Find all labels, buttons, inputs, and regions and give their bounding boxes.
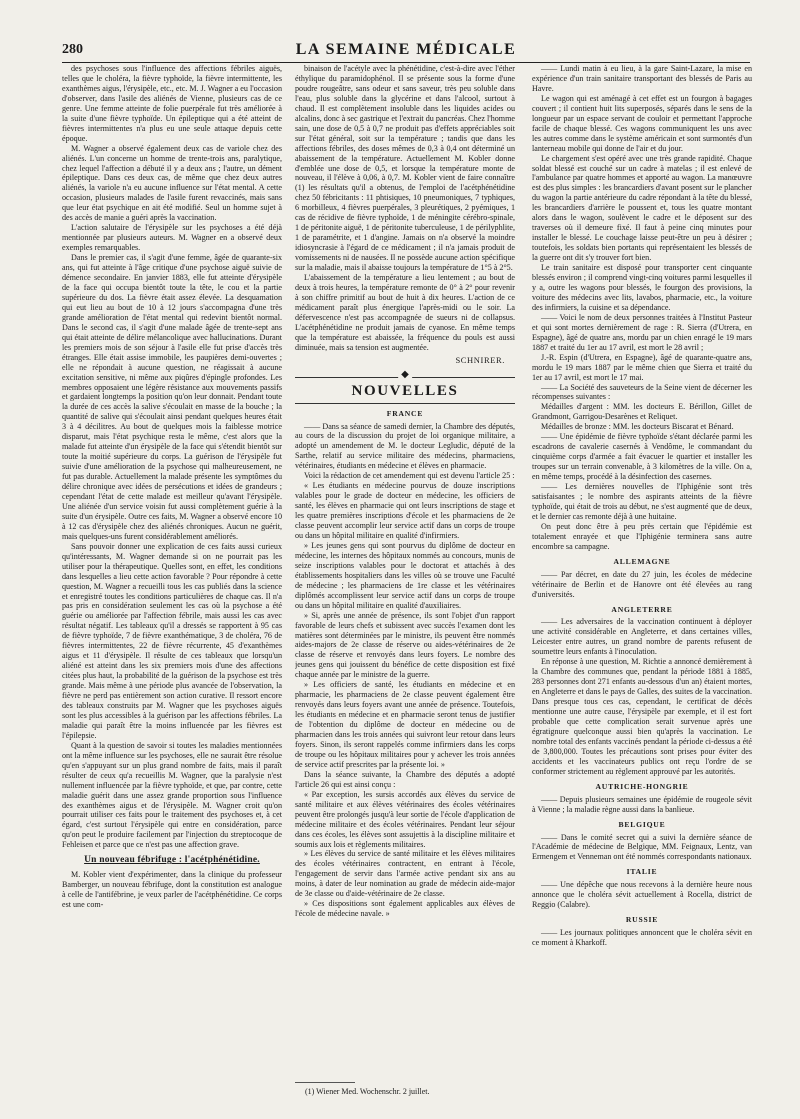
article-subheading [62,856,282,866]
paragraph: —— Les adversaires de la vaccination continuent à déployer une activité considérable en Angleterre, et dans certaines villes, Leicester entre autres, un grand nombre de parents refusent de soumettre leurs enfants à l'inoculation. [532,617,752,657]
column-middle [295,64,515,1104]
paragraph: On peut donc être à peu près certain que l'épidémie est totalement enrayée et que l'Iphigénie terminera sans autre encombre sa campagne. [532,521,752,551]
paragraph: —— Une épidémie de fièvre typhoïde s'étant déclarée parmi les escadrons de cavalerie casernés à Vendôme, le commandant du cinquième corps d'armée a fait évacuer le quartier et installer les troupes sur un terrain convenable, à 3 kilomètres de la ville. On a, en même temps, procédé à la désinfection des casernes. [532,432,752,482]
paragraph: M. Wagner a observé également deux cas de variole chez des aliénés. L'un concerne un homme de trente-trois ans, paralytique, chez lequel l'affection a débuté il y a deux ans ; l'autre, un dément épileptique. Dans ces deux cas, de même que chez deux autres aliénés, la variole n'a eu aucune influence sur l'état mental. A cette occasion, plusieurs malades de l'asile furent revaccinés, mais sans que leur état psychique en ait été modifié. Seul un homme sujet à des accès de manie a guéri après la vaccination. [62,143,282,223]
country-heading-belgique: BELGIQUE [618,819,666,829]
column-left [62,64,282,1104]
paragraph: » Les officiers de santé, les étudiants en médecine et en pharmacie, les pharmaciens de 2e classe peuvent également être renvoyés dans leurs foyers avant une année de présence. Toutefois, les étudiants en médecine et en pharmacie seront tenus de justifier de l'obtention du diplôme de docteur en médecine ou de pharmacien dans les trois années qui suivront leur retour dans leurs foyers. Sinon, ils seront rappelés comme infirmiers dans les corps de troupe ou les hôpitaux militaires pour y achever les trois années de service actif prescrites par la présente loi. » [295,680,515,769]
paragraph: « Les étudiants en médecine pourvus de douze inscriptions valables pour le grade de docteur en médecine, les officiers de santé, les élèves en pharmacie qui ont leurs inscriptions de stage et les quatre premières inscriptions d'école et les pharmaciens de 2e classe peuvent accomplir leur service actif dans un corps de troupe ou dans un hôpital militaire en qualité d'infirmiers. [295,481,515,540]
country-heading-autriche-hongrie: AUTRICHE-HONGRIE [595,781,689,791]
paragraph: L'action salutaire de l'érysipèle sur les psychoses a été déjà mentionnée par plusieurs auteurs. M. Wagner en a observé deux exemples remarquables. [62,223,282,253]
footnote-divider [295,1082,355,1083]
paragraph: —— Lundi matin à eu lieu, à la gare Saint-Lazare, la mise en expérience d'un train sanitaire transportant des blessés de Paris au Havre. [532,64,752,93]
paragraph: » Ces dispositions sont également applicables aux élèves de l'école de médecine navale. » [295,899,515,919]
country-heading-france: FRANCE [386,408,424,418]
paragraph: —— Depuis plusieurs semaines une épidémie de rougeole sévit à Vienne ; la maladie règne aussi dans la banlieue. [532,794,752,814]
paragraph: En réponse à une question, M. Richtie a annoncé dernièrement à la Chambre des communes que, pendant la période 1881 à 1885, 283 personnes dont 271 enfants au-dessous d'un an) étaient mortes, en Angleterre et dans le pays de Galles, des suites de la vaccination. Dans presque tous ces cas, cependant, le certificat de décès mentionne une autre cause, l'érysipèle par exemple, et il est fort probable que cette complication serait survenue après une égratignure quelconque aussi bien qu'après la vaccination. Le nombre total des enfants vaccinés pendant la période ci-dessus a été de 3,800,000. Toutes les précautions sont prises pour éviter des accidents et les vaccinateurs publics ont reçu l'ordre de se conformer strictement au règlement approuvé par les autorités. [532,657,752,776]
paragraph: Dans la séance suivante, la Chambre des députés a adopté l'article 26 qui est ainsi conçu : [295,769,515,789]
paragraph: Le wagon qui est aménagé à cet effet est un fourgon à bagages couvert ; il contient huit lits superposés, séparés dans le sens de la longueur par un espace servant de couloir et permettant l'approche facile de chaque blessé. Ces wagons communiquent les uns avec les autres comme dans le système américain et sont surmontés d'un lanterneau mobile qui donne de l'air et du jour. [532,93,752,153]
diamond-ornament-icon: ◆ [398,370,412,380]
paragraph: Le train sanitaire est disposé pour transporter cent cinquante blessés environ ; il comprend vingt-cinq voitures parmi lesquelles il y a, outre les wagons pour blessés, le fourgon des provisions, la voiture des médecins avec lits, lavabos, pharmacie, etc., la voiture des infirmiers, la cuisine et sa dépendance. [532,263,752,312]
ornamental-divider [295,368,515,381]
paragraph: L'abaissement de la température a lieu lentement ; au bout de deux à trois heures, la température remonte de 0° à 2° pour revenir à son chiffre primitif au bout de huit à dix heures. L'action de ce médicament paraît plus énergique l'après-midi ou le soir. La défervescence n'est pas accompagnée de sueurs ni de collapsus. L'acétphénétidine ne produit jamais de cyanose. En même temps que la température est abaissée, la fréquence du pouls est aussi diminuée, mais sa tension est augmentée. [295,273,515,352]
paragraph: Quant à la question de savoir si toutes les maladies mentionnées ont la même influence sur les psychoses, elle ne saurait être résolue qu'en s'appuyant sur un plus grand nombre de faits, mais il paraît résulter de ceux qu'a recueillis M. Wagner, que la paralysie n'est nullement influencée par la fièvre typhoïde, et que, par contre, cette maladie guérit dans une assez grande proportion sous l'influence des exanthèmes aigus et de l'érysipèle. M. Wagner croit qu'on pourrait utiliser ces faits pour le traitement des psychoses et, à cet égard, c'est surtout l'érysipèle qui entre en considération, parce qu'on peut le produire facilement par l'injection du streptocoque de Fehleisen et parce que ce n'est pas une affection grave. [62,740,282,850]
paragraph: M. Kobler vient d'expérimenter, dans la clinique du professeur Bamberger, un nouveau fébrifuge, dont la constitution est analogue à celle de l'antifébrine, je veux parler de l'acétphénétidine. Ce corps est une com- [62,870,282,910]
news-section-title: NOUVELLES [351,382,459,399]
section-divider [295,403,515,404]
paragraph: —— Voici le nom de deux personnes traitées à l'Institut Pasteur et qui sont mortes dernièrement de rage : R. Sierra (d'Utrera, en Espagne), âgé de quatre ans, mordu par un chien enragé le 19 mars 1887 et traité du 1er au 17 avril, est mort le 28 avril ; [532,312,752,352]
paragraph: —— Une dépêche que nous recevons à la dernière heure nous annonce que le choléra sévit actuellement à Rocella, district de Reggio (Calabre). [532,880,752,910]
country-heading-russie: RUSSIE [625,915,659,925]
paragraph: » Les jeunes gens qui sont pourvus du diplôme de docteur en médecine, les internes des hôpitaux nommés au concours, munis de seize inscriptions valables pour le doctorat et attachés à des établissements hospitaliers dans les villes où se trouve une Faculté de médecine ; les pharmaciens de 1re classe et les vétérinaires diplômés accomplissent leur service actif dans un corps de troupe ou dans un hôpital militaire en qualité d'auxiliaires. [295,540,515,610]
article-subheading-text: Un nouveau fébrifuge : l'acétphénétidine. [84,855,260,866]
paragraph: » Les élèves du service de santé militaire et les élèves militaires des écoles vétérinaires contractent, en entrant à l'école, l'engagement de servir dans l'armée active pendant six ans au moins, à dater de leur nomination au grade de médecin aide-major de 3e classe ou d'aide-vétérinaire de 2e classe. [295,849,515,899]
paragraph: —— Par décret, en date du 27 juin, les écoles de médecine vétérinaire de Berlin et de Hanovre ont été élevées au rang d'universités. [532,569,752,599]
page-header [62,40,750,63]
country-heading-italie: ITALIE [626,867,658,877]
country-heading-allemagne: ALLEMAGNE [613,556,671,566]
paragraph: —— Dans le comité secret qui a suivi la dernière séance de l'Académie de médecine de Belgique, MM. Feignaux, Lentz, van Ermengem et Venneman ont été nommés correspondants nationaux. [532,832,752,862]
footnote: (1) Wiener Med. Wochenschr. 2 juillet. [305,1087,430,1096]
paragraph: Sans pouvoir donner une explication de ces faits aussi curieux qu'intéressants, M. Wagner demande si on ne pourrait pas les utiliser pour la thérapeutique. Quelles sont, en effet, les conditions dans lesquelles a lieu cette action favorable ? Pour répondre à cette question, M. Wagner a recueilli tous les cas publiés dans la science et enregistré toutes les conditions particulières de chaque cas. Il n'a pas pris en considération seulement les cas où la psychose a été guérie ou améliorée par l'affection fébrile, mais aussi les cas avec résultat négatif. Les tableaux qu'il a dressés se rapportent à 95 cas de fièvre typhoïde, 7 de fièvre exanthématique, 3 de choléra, 76 de fièvres intermittentes, 22 de fièvre récurrente, 45 d'exanthèmes aigus et 11 d'érysipèle. Il résulte de ces tableaux que lorsqu'un aliéné est atteint dans les six premiers mois d'une des affections citées plus haut, la probabilité de la guérison de la psychose est très grande. Mais même à une période plus avancée de l'observation, la fièvre ne perd pas entièrement son action curative. Il ressort encore des tableaux construits par M. Wagner que les psychoses aiguës sont les plus accessibles à la guérison par les affections fébriles. La maladie qui paraît être la moins influencée par les fièvres est l'épilepsie. [62,541,282,740]
paragraph: Dans le premier cas, il s'agit d'une femme, âgée de quarante-six ans, qui fut atteinte à l'âge critique d'une psychose aiguë suivie de démence secondaire. En janvier 1883, elle fut atteinte d'érysipèle de la face qui occupa bientôt toute la tête, le cou et la partie supérieure du dos. La fièvre était assez élevée. La desquamation qui eut lieu au bout de 10 à 12 jours s'accompagna d'une très grande amélioration de l'état mental qui redevint bientôt normal. Dans le second cas, il s'agit d'une malade âgée de trente-sept ans qui était atteinte de délire mélancolique avec hallucinations. Durant les premiers mois de son séjour à l'asile elle fut prise d'accès très étranges. Elle était assise immobile, les paupières demi-ouvertes ; elle ne répondait à aucune question, ne réagissait à aucune excitation sensitive, ni même aux piqûres d'épingle profondes. Les membres opposaient une légère résistance aux mouvements passifs et gardaient longtemps la position qu'on leur donnait. Pendant toute la durée de ces accès la salive s'écoulait en masse de la bouche ; la quantité de salive qui s'écoulait ainsi pendant quelques heures était 3 à 4 décilitres. Au bout de quelques mois la faiblesse motrice disparut, mais l'état psychique resta le même, c'est alors que la malade fut atteinte d'un érysipèle de la face qui s'étendit bientôt sur toute la moitié supérieure du corps. La guérison de l'érysipèle fut suivie d'une amélioration de la psychose qui malheureusement, ne fut pas durable. Actuellement la malade présente les symptômes du délire chronique avec idées de persécutions et idées de grandeurs ; cependant l'état de cette malade est meilleur qu'avant l'érysipèle. Une aliénée d'un service voisin fut aussi complètement guérie à la suite d'un érysipèle. Outre ces faits, M. Wagner a observé encore 10 à 12 cas d'érysipèle chez des aliénés chroniques. Aucun ne guérit, mais quelques-uns furent considérablement améliorés. [62,253,282,541]
country-heading-angleterre: ANGLETERRE [611,604,673,614]
paragraph: « Par exception, les sursis accordés aux élèves du service de santé militaire et aux élèves vétérinaires des écoles vétérinaires peuvent être prolongés jusqu'à leur sortie de l'école d'application de médecine militaire et des écoles vétérinaires. Pendant leur séjour dans ces écoles, les élèves sont assujettis à la discipline militaire et soumis aux lois et règlements militaires. [295,789,515,849]
paragraph: Voici la rédaction de cet amendement qui est devenu l'article 25 : [304,471,515,481]
paragraph: J.-R. Espin (d'Utrera, en Espagne), âgé de quarante-quatre ans, mordu le 19 mars 1887 par le même chien que Sierra et traité du 1er au 17 avril, est mort le 17 mai. [532,352,752,382]
paragraph: —— Les journaux politiques annoncent que le choléra sévit en ce moment à Kharkoff. [532,928,752,948]
article-author: SCHNIRER. [455,354,505,365]
page-number: 280 [62,42,83,57]
column-right [532,64,752,1104]
paragraph: binaison de l'acétyle avec la phénétidine, c'est-à-dire avec l'éther éthylique du paramidophénol. Il se présente sous la forme d'une poudre rougeâtre, sans odeur et sans saveur, très peu soluble dans l'eau, plus soluble dans la glycérine et dans l'alcool, surtout à chaud. Il est complètement insoluble dans les liquides acides ou alcalins, donc à sec gastrique et l'extrait du pancréas. Chez l'homme sain, une dose de 0,5 à 0,7 ne produit pas d'effets appréciables soit sur l'état général, soit sur la température ; tandis que dans les affections fébriles, des doses mêmes de 0,3 à 0,4 ont déterminé un abaissement de la température. Actuellement M. Kobler donne d'emblée une dose de 0,5, et lorsque la température monte de nouveau, il l'élève à 0,06, à 0,7. M. Kobler vient de faire connaître (1) les résultats qu'il a obtenus, de l'emploi de l'acétphénétidine chez 50 fébricitants : 11 phtisiques, 10 pneumoniques, 7 typhiques, 6 morbilleux, 4 fièvres puerpérales, 3 pleurétiques, 2 pyémiques, 1 cas de récidive de fièvre typhoïde, 1 de méningite cérébro-spinale, 1 de péritonite aiguë, 1 de péritonite tuberculeuse, 1 de périlyphlite, 1 de paramétrite, et 1 d'angine. Jamais on n'a observé la moindre idiosyncrasie à l'égard de ce médicament ; il n'a jamais produit de vomissements ni de nausées. Il ne possède aucune action spécifique sur la maladie, mais il abaisse toujours la température de 1°5 à 2°5. [295,64,515,273]
paragraph: —— La Société des sauveteurs de la Seine vient de décerner les récompenses suivantes : [532,382,752,402]
paragraph: —— Dans sa séance de samedi dernier, la Chambre des députés, au cours de la discussion du projet de loi organique militaire, a adopté un amendement de M. le docteur Legludic, député de la Sarthe, relatif au service militaire des médecins, pharmaciens, vétérinaires, étudiants en médecine et élèves en pharmacie. [295,421,515,471]
paragraph: Le chargement s'est opéré avec une très grande rapidité. Chaque soldat blessé est couché sur un cadre à matelas ; il est enlevé de l'ambulance par quatre hommes et apporté au wagon. La manœuvre est des plus simples : les brancardiers d'avant posent sur le plancher du wagon la partie antérieure du cadre répondant à la tête du blessé, les brancardiers d'arrière le poussent et, tous les quatre montant alors dans le wagon, soulèvent le cadre et le déposent sur des traverses où il demeure fixé. Il faut à peine cinq minutes pour installer le blessé. Le couchage laisse peut-être un peu à désirer ; toutefois, les soldats bien portants qui représentaient les blessés de la guerre ont dit s'y trouver fort bien. [532,153,752,263]
paragraph: —— Les dernières nouvelles de l'Iphigénie sont très satisfaisantes ; le nombre des aspirants atteints de la fièvre typhoïde, qui était de trois au début, ne s'est augmenté que de deux, et le dernier cas remonte déjà à une huitaine. [532,482,752,521]
paragraph: des psychoses sous l'influence des affections fébriles aiguës, telles que le choléra, la fièvre typhoïde, la fièvre intermittente, les exanthèmes aigus, l'érysipèle, etc., etc. M. J. Wagner a eu l'occasion d'observer, dans l'asile des aliénés de Vienne, plusieurs cas de ce genre. Une femme atteinte de folie puerpérale fut très améliorée à la suite d'une fièvre typhoïde. Un épileptique qui a été atteint de fièvres intermittentes n'a plus eu une seule attaque depuis cette époque. [62,64,282,143]
paragraph: Médailles de bronze : MM. les docteurs Biscarat et Bénard. [541,422,734,432]
paragraph: Médailles d'argent : MM. les docteurs E. Bérillon, Gillet de Grandmont, Garrigou-Desarènes et Reliquet. [532,402,752,422]
paragraph: » Si, après une année de présence, ils sont l'objet d'un rapport favorable de leurs chefs et subissent avec succès l'examen dont les matières sont déterminées par le ministre, ils peuvent être nommés aides-majors de 2e classe de réserve ou aides-vétérinaires de 2e classe de réserve et renvoyés dans leurs foyers. Le nombre des jeunes gens qui jouissent du bénéfice de cette disposition est fixé chaque année par le ministre de la guerre. [295,610,515,680]
running-title: LA SEMAINE MÉDICALE [295,41,517,58]
